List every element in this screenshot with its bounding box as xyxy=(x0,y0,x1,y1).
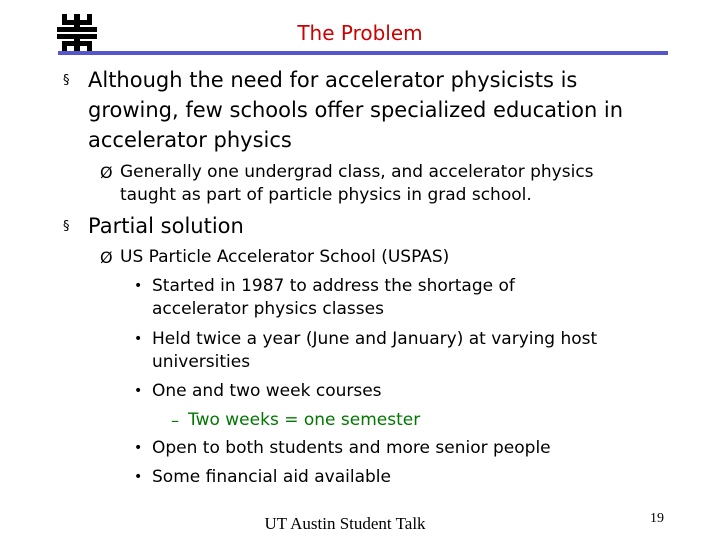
page-number: 19 xyxy=(650,511,664,526)
item-3-sub-line: Two weeks = one semester xyxy=(188,410,421,430)
dash-bullet-marker: – xyxy=(171,411,179,430)
item-2-line-2: universities xyxy=(152,352,251,372)
sub-bullet-2-line-1: US Particle Accelerator School (USPAS) xyxy=(120,247,450,267)
bullet-1-line-1: Although the need for accelerator physicists is xyxy=(88,68,578,92)
square-bullet-marker: § xyxy=(63,73,70,88)
title-rule xyxy=(58,51,668,55)
dot-bullet-marker: • xyxy=(134,440,143,456)
dot-bullet-marker: • xyxy=(134,383,143,399)
item-1-line-1: Started in 1987 to address the shortage of xyxy=(152,276,515,296)
bullet-1-line-3: accelerator physics xyxy=(88,128,292,152)
dot-bullet-marker: • xyxy=(134,331,143,347)
arrow-bullet-marker: Ø xyxy=(100,163,113,182)
slide-title: The Problem xyxy=(297,21,423,45)
dot-bullet-marker: • xyxy=(134,278,143,294)
item-2-line-1: Held twice a year (June and January) at varying host xyxy=(152,329,598,349)
bullet-2-line-1: Partial solution xyxy=(88,214,244,238)
bullet-1-line-2: growing, few schools offer specialized education in xyxy=(88,98,624,122)
square-bullet-marker: § xyxy=(63,219,70,234)
dot-bullet-marker: • xyxy=(134,469,143,485)
sub-bullet-1-line-1: Generally one undergrad class, and accelerator physics xyxy=(120,162,594,182)
item-4-line-1: Open to both students and more senior people xyxy=(152,438,551,458)
arrow-bullet-marker: Ø xyxy=(100,248,113,267)
item-3-line-1: One and two week courses xyxy=(152,381,382,401)
item-1-line-2: accelerator physics classes xyxy=(152,299,384,319)
slide-footer: UT Austin Student Talk xyxy=(264,514,426,533)
item-5-line-1: Some financial aid available xyxy=(152,467,391,487)
sub-bullet-1-line-2: taught as part of particle physics in grad school. xyxy=(120,185,532,205)
